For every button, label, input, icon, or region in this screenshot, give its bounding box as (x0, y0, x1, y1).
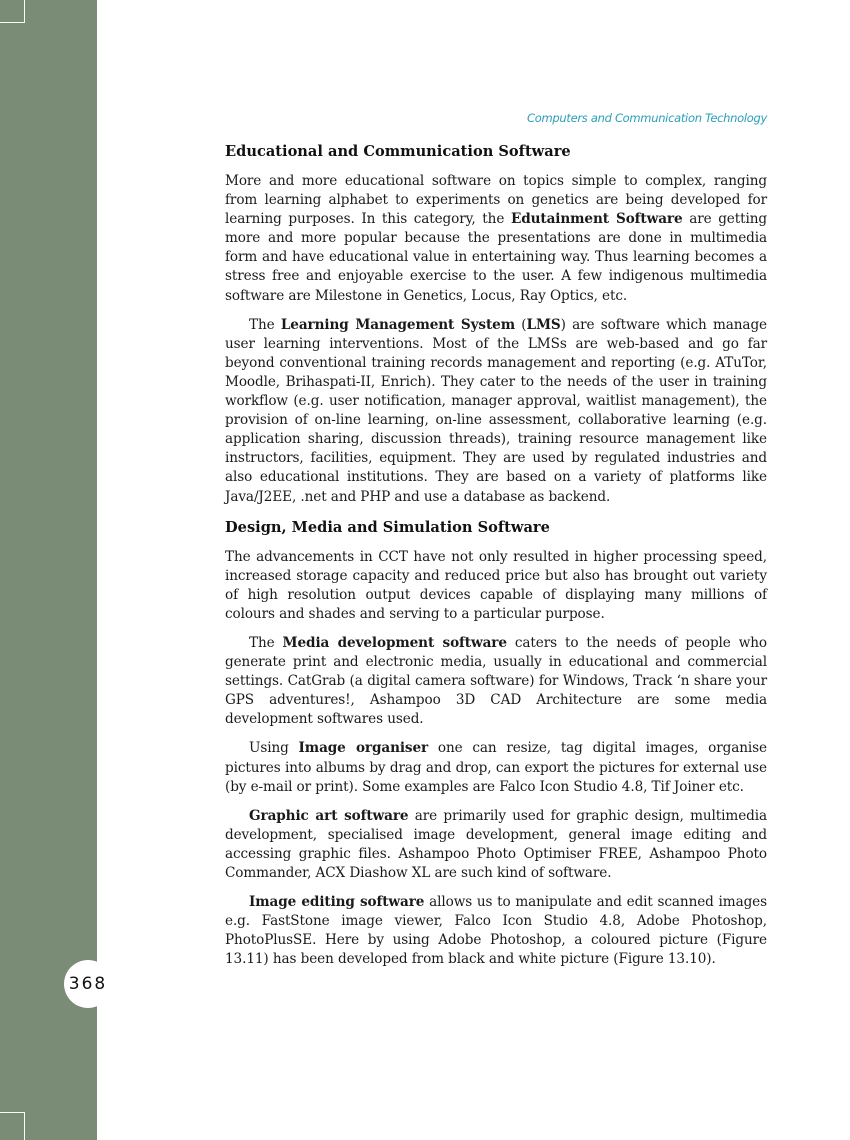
section-heading: Educational and Communication Software (225, 143, 571, 160)
page-body (225, 141, 767, 979)
body-paragraph (225, 634, 767, 729)
crop-mark-bottom (0, 1112, 25, 1140)
page-number: 368 (64, 960, 112, 1008)
body-paragraph (225, 172, 767, 306)
bold-term: Media development software (282, 634, 507, 651)
text-run: The (249, 634, 283, 651)
body-paragraph (225, 807, 767, 883)
body-paragraph (225, 739, 767, 796)
text-run: allows us to manipulate and edit scanned images e.g. FastStone image viewer, Falco Icon Studio 4.8, Adobe Photoshop, PhotoPlusSE. Here by using Adobe Photoshop, a coloured picture (Figure 13.11) has been developed from black and white picture (Figure 13.10). (225, 894, 767, 968)
bold-term: LMS (526, 316, 561, 333)
body-paragraph (225, 316, 767, 507)
text-run: The advancements in CCT have not only resulted in higher processing speed, increased storage capacity and reduced price but also has brought out variety of high resolution output devices capable of displaying many millions of colours and shades and serving to a particular purpose. (225, 548, 767, 622)
text-run: are primarily used for graphic design, multimedia development, specialised image development, general image editing and accessing graphic files. Ashampoo Photo Optimiser FREE, Ashampoo Photo Commander, ACX Diashow XL are such kind of software. (225, 807, 768, 881)
bold-term: Image editing software (249, 894, 425, 911)
text-run: ) are software which manage user learning interventions. Most of the LMSs are web-based and go far beyond conventional training records management and reporting (e.g. ATuTor, Moodle, Brihaspati-II, Enrich). They cater to the needs of the user in training workflow (e.g. user notification, manager approval, waitlist management), the provision of on-line learning, on-line assessment, collaborative learning (e.g. application sharing, discussion threads), training resource management like instructors, facilities, equipment. They are used by regulated industries and also educational institutions. They are based on a variety of platforms like Java/J2EE, .net and PHP and use a database as backend. (225, 316, 767, 505)
bold-term: Image organiser (298, 740, 429, 757)
text-run: The (249, 316, 281, 333)
text-run: are getting more and more popular because the presentations are done in multimedia form and have educational value in entertaining way. Thus learning becomes a stress free and enjoyable exercise to the user. A few indigenous multimedia software are Milestone in Genetics, Locus, Ray Optics, etc. (225, 211, 767, 304)
running-head: Computers and Communication Technology (527, 111, 767, 125)
body-paragraph (225, 548, 767, 624)
section-heading: Design, Media and Simulation Software (225, 518, 550, 536)
text-run: Using (249, 740, 299, 757)
text-run: ( (515, 316, 527, 333)
text-run: one can resize, tag digital images, organise pictures into albums by drag and drop, can export the pictures for external use (by e-mail or print). Some examples are Falco Icon Studio 4.8, Tif Joiner etc. (225, 740, 767, 795)
text-run: caters to the needs of people who generate print and electronic media, usually in educational and commercial settings. CatGrab (a digital camera software) for Windows, Track ‘n share your GPS adventures!, Ashampoo 3D CAD Architecture are some media development softwares used. (225, 634, 767, 728)
bold-term: Learning Management System (280, 316, 515, 333)
text-run: More and more educational software on topics simple to complex, ranging from learning alphabet to experiments on genetics are being developed for learning purposes. In this category, the (225, 173, 767, 228)
body-paragraph (225, 893, 767, 969)
bold-term: Edutainment Software (510, 211, 683, 228)
crop-mark-top (0, 0, 25, 23)
bold-term: Graphic art software (249, 807, 409, 824)
